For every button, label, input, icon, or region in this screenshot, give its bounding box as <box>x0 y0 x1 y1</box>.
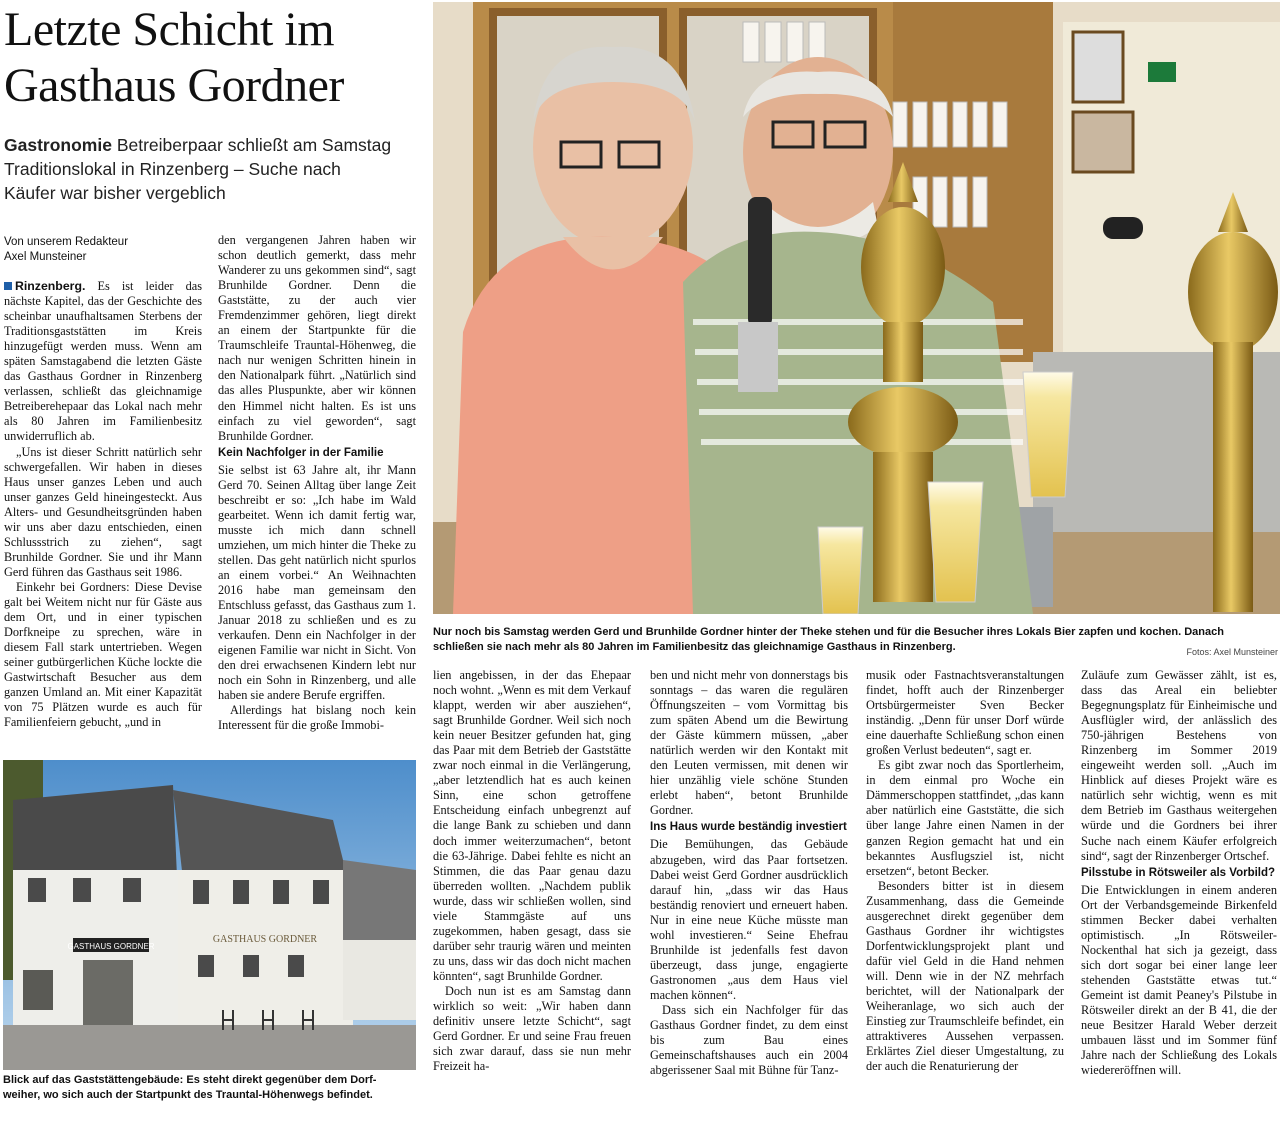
paragraph: Die Bemühungen, das Gebäude abzugeben, wird das Paar fortsetzen. Dabei weist Gerd Gordner ausdrücklich darauf hin, „dass wir das Haus beständig renoviert und erneuert haben. Nur in eine neue Küche müsste man wohl investieren.“ Seine Ehefrau Brunhilde ist jedenfalls fest davon überzeugt, dass junge, engagierte Gastronomen „aus dem Haus viel machen können“. <box>650 837 848 1002</box>
text-column-2 <box>218 233 416 745</box>
paragraph-text: Es ist leider das nächste Kapitel, das der Geschichte des scheinbar unaufhaltsamen Sterbens der Traditionsgaststätten im Kreis hinzugefügt werden muss. Wenn am späten Samstagabend die letzten Gäste das Gasthaus Gordner in Rinzenberg verlassen, schließt das gleichnamige Betreiberehepaar das Lokal nach mehr als 80 Jahren im Familienbesitz unwiderruflich ab. <box>4 279 202 444</box>
byline-line-2: Axel Munsteiner <box>4 251 87 263</box>
paragraph: Es gibt zwar noch das Sportlerheim, in dem einmal pro Woche ein Dämmerschoppen stattfindet, „das kann aber natürlich eine Gaststätte, die sich über lange Jahre einen Namen in der ganzen Region gemacht hat und ein bekanntes Ausflugsziel ist, nicht ersetzen“, betont Becker. <box>866 758 1064 878</box>
text-column-1 <box>4 279 202 744</box>
paragraph: Allerdings hat bislang noch kein Interessent für die große Immobi- <box>218 703 416 733</box>
house-photo-illustration <box>3 760 416 1070</box>
text-column-5 <box>866 668 1064 1110</box>
byline-line-1: Von unserem Redakteur <box>4 236 129 248</box>
kicker: Gastronomie <box>4 135 112 155</box>
subhead-line-1: Betreiberpaar schließt am Samstag <box>116 135 392 155</box>
paragraph: Doch nun ist es am Samstag dann wirklich so weit: „Wir haben dann definitiv unsere letzte Schicht“, sagt Gerd Gordner. Er und seine Frau freuen sich zwar darauf, dass sie nun mehr Freizeit ha- <box>433 983 631 1074</box>
location-marker-icon <box>4 282 12 290</box>
main-photo <box>433 2 1280 614</box>
paragraph: den vergangenen Jahren haben wir schon deutlich gemerkt, dass mehr Wanderer zu uns gekommen sind“, sagt Brunhilde Gordner. Denn die Gaststätte, zu der auch vier Fremdenzimmer gehören, liegt direkt an einem der Startpunkte für die Traumschleife Trauntal-Höhenweg, die nach nur wenigen Schritten hinein in den Nationalpark führt. „Natürlich sind das alles Pluspunkte, aber wir können den Himmel nicht halten. Es ist uns einfach zu viel geworden“, sagt Brunhilde Gordner. <box>218 233 416 443</box>
text-column-3 <box>433 668 631 1110</box>
article-subhead <box>4 133 424 205</box>
paragraph: Die Entwicklungen in einem anderen Ort der Verbandsgemeinde Birkenfeld stimmen Becker dabei verhalten optimistisch. „In Rötsweiler-Nockenthal hat sich ja gezeigt, dass sich dort sogar bei einer lange leer stehenden Gaststätte etwas tut.“ Gemeint ist damit Peaney's Pilstube in Rötsweiler direkt an der B 41, die der neue Besitzer Harald Weber derzeit umbauen lässt und im Sommer fünf Jahre nach der Schließung des Lokals wiedereröffnen will. <box>1081 882 1277 1078</box>
photo-credit: Fotos: Axel Munsteiner <box>1186 647 1278 657</box>
section-heading: Kein Nachfolger in der Familie <box>218 446 384 459</box>
paragraph: Besonders bitter ist in diesem Zusammenhang, dass die Gemeinde ausgerechnet direkt gegenüber dem Gasthaus Gordner ihr wichtigstes Dorfentwicklungsprojekt plant und dafür viel Geld in die Hand nehmen will. Denn wie in der NZ mehrfach berichtet, will der Nationalpark der Weiheranlage, wo sich auch der Einstieg zur Traumschleife befindet, ein attraktiveres Aussehen verpassen. Erklärtes Ziel dieser Umgestaltung, zu der auch die Renaturierung der <box>866 878 1064 1074</box>
paragraph: Sie selbst ist 63 Jahre alt, ihr Mann Gerd 70. Seinen Alltag über lange Zeit beschreibt er so: „Ich habe im Wald gearbeitet. Wenn ich damit fertig war, musste ich mich dann schnell umziehen, um mich hinter die Theke zu stellen. Das geht natürlich nicht spurlos an einem vorbei.“ An Weihnachten 2016 habe man gemeinsam den Entschluss gefasst, das Gasthaus zum 1. Januar 2018 zu schließen und es zu verkaufen. Denn ein Nachfolger in der eigenen Familie war nicht in Sicht. Von den drei erwachsenen Kindern lebt nur noch ein Sohn in Rinzenberg, und alle haben sie andere Berufe ergriffen. <box>218 462 416 703</box>
paragraph: lien angebissen, in der das Ehepaar noch wohnt. „Wenn es mit dem Verkauf klappt, werden wir aber ausziehen“, sagt Brunhilde Gordner. Weil sich noch kein neuer Besitzer gefunden hat, ging das Paar mit dem Betrieb der Gaststätte zwar noch einmal in die Verlängerung, „aber letztendlich hat es auch keinen Sinn, eine schon getroffene Entscheidung einfach unbegrenzt auf die lange Bank zu schieben und dann doch immer weiterzumachen“, betont die 63-Jährige. Dabei fehlte es nicht an Stimmen, die das Paar genau dazu überreden wollten. „Nachdem publik wurde, dass wir schließen wollen, sind viele Stammgäste auf uns zugekommen, haben gesagt, dass sie darüber sehr traurig wären und meinten zu uns, dass wir das doch nicht machen könnten“, sagt Brunhilde Gordner. <box>433 668 631 983</box>
text-column-6 <box>1081 668 1277 1110</box>
facade-lettering: GASTHAUS GORDNER <box>212 934 318 945</box>
section-heading: Pilsstube in Rötsweiler als Vorbild? <box>1081 866 1276 879</box>
section-heading: Ins Haus wurde beständig investiert <box>650 821 847 834</box>
paragraph: Zuläufe zum Gewässer zählt, ist es, dass das Areal ein beliebter Begegnungsplatz für Einheimische und Ausflügler wird, der anlässlich des 750-jährigen Bestehens von Rinzenberg im Sommer 2019 eingeweiht werden soll. „Auch im Hinblick auf dieses Projekt wäre es natürlich sehr wichtig, wenn es mit dem Betrieb im Gasthaus weitergehen würde und die Gordners bei ihrer Suche nach einem Käufer erfolgreich sind“, sagt der Rinzenberger Ortschef. <box>1081 668 1277 863</box>
house-photo-caption <box>3 1073 416 1103</box>
caption-line-2: schließen sie nach mehr als 80 Jahren im Familienbesitz das gleichnamige Gasthaus in Rinzenberg. <box>433 641 956 653</box>
headline-line-1: Letzte Schicht im <box>4 3 335 56</box>
paragraph: Einkehr bei Gordners: Diese Devise galt bei Weitem nicht nur für Gäste aus dem Ort, und in einer typischen Dorfkneipe zu sprechen, wäre in diesem Fall stark untertrieben. Wegen seiner gutbürgerlichen Küche lockte die Gastwirtschaft Besucher aus dem ganzen Umland an. Mit einer Kapazität von 75 Plätzen wurde es auch für Familienfeiern gebucht, „und in <box>4 579 202 730</box>
caption-line-1: Nur noch bis Samstag werden Gerd und Brunhilde Gordner hinter der Theke stehen und für die Besucher ihres Lokals Bier zapfen und kochen. Danach <box>433 626 1224 638</box>
text-column-4 <box>650 668 848 1110</box>
byline <box>4 235 204 265</box>
paragraph: „Uns ist dieser Schritt natürlich sehr schwergefallen. Wir haben in dieses Haus unser ganzes Leben und auch unser ganzes Geld hineingesteckt. Aus Alters- und Gesundheitsgründen haben wir uns aber dazu entschieden, einen Schlussstrich zu ziehen“, sagt Brunhilde Gordner. Sie und ihr Mann Gerd führen das Gasthaus seit 1986. <box>4 444 202 579</box>
house-sign-text: GASTHAUS GORDNER <box>67 942 155 951</box>
headline-line-2: Gasthaus Gordner <box>4 59 344 112</box>
paragraph <box>4 279 202 445</box>
caption-line-2: weiher, wo sich auch der Startpunkt des Trauntal-Höhenwegs befindet. <box>3 1089 373 1101</box>
paragraph: musik oder Fastnachtsveranstaltungen findet, hofft auch der Rinzenberger Ortsbürgermeister Sven Becker inständig. „Denn für unser Dorf würde eine dauerhafte Schließung schon einen großen Verlust bedeuten“, sagt er. <box>866 668 1064 758</box>
caption-line-1: Blick auf das Gaststättengebäude: Es steht direkt gegenüber dem Dorf- <box>3 1074 377 1086</box>
subhead-line-3: Käufer war bisher vergeblich <box>4 183 226 203</box>
paragraph: ben und nicht mehr von donnerstags bis sonntags – das waren die regulären Öffnungszeiten – vom Vormittag bis zum späten Abend um die Bewirtung der Gäste kümmern müssen, „aber natürlich werden wir den Kontakt mit den Leuten vermissen, mit denen wir hier unzählig viele schöne Stunden erlebt haben“, betont Brunhilde Gordner. <box>650 668 848 818</box>
dateline-location: Rinzenberg. <box>15 279 86 293</box>
house-photo <box>3 760 416 1070</box>
paragraph: Dass sich ein Nachfolger für das Gasthaus Gordner findet, zu dem einst bis zum Bau eines Gemeinschaftshauses auch ein 2004 abgerissener Saal mit Bühne für Tanz- <box>650 1002 848 1078</box>
main-photo-illustration <box>433 2 1280 614</box>
article-headline <box>4 2 434 114</box>
subhead-line-2: Traditionslokal in Rinzenberg – Suche nach <box>4 159 341 179</box>
